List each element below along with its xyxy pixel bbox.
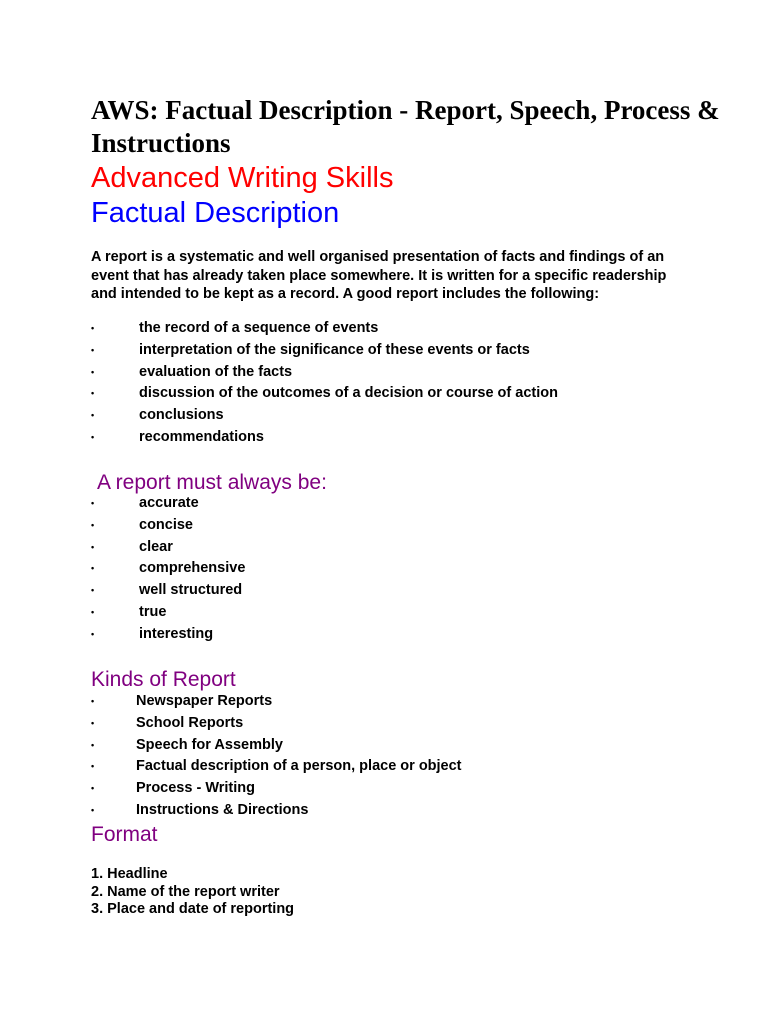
list-item-text: recommendations [139,428,264,445]
list-item-text: Instructions & Directions [136,801,309,818]
list-item-text: discussion of the outcomes of a decision or course of action [139,385,558,402]
bullet-icon: • [91,717,95,728]
list-item-text: true [139,603,167,620]
bullet-icon: • [91,366,95,377]
heading-kinds-of-report: Kinds of Report [91,668,236,691]
document-title: AWS: Factual Description - Report, Speech, Process & Instructions [91,95,720,158]
bullet-icon: • [91,563,95,574]
bullet-icon: • [91,519,95,530]
bullet-icon: • [91,344,95,355]
heading-format: Format [91,823,158,846]
list-item: 2. Name of the report writer [91,883,280,900]
bullet-icon: • [91,696,95,706]
list-item: 1. Headline [91,866,168,882]
bullet-icon: • [91,804,95,815]
list-item-text: Speech for Assembly [136,736,283,753]
subtitle-advanced-writing-skills: Advanced Writing Skills [91,162,394,194]
bullet-icon: • [91,323,95,333]
intro-paragraph: A report is a systematic and well organised presentation of facts and findings of an event that has already taken place somewhere. It is written for a specific readership and intended to be kept as a record. A good report includes the following: [91,249,667,302]
list-item-text: comprehensive [139,560,246,577]
list-item-text: evaluation of the facts [139,363,293,380]
format-list [91,866,294,919]
list-item-text: clear [139,538,173,555]
list-item-text: interesting [139,625,214,642]
bullet-icon: • [91,739,95,750]
list-item-text: Newspaper Reports [136,693,273,709]
list-item-text: School Reports [136,714,244,731]
bullet-icon: • [91,606,95,617]
heading-must-be: A report must always be: [97,471,327,494]
bullet-icon: • [91,541,95,552]
list-item-text: accurate [139,495,199,511]
list-item: 3. Place and date of reporting [91,901,295,917]
list-item-text: well structured [139,582,243,599]
bullet-icon: • [91,410,95,421]
bullet-icon: • [91,585,95,596]
list-item-text: the record of a sequence of events [139,320,379,336]
list-item-text: interpretation of the significance of these events or facts [139,341,530,358]
bullet-icon: • [91,628,95,639]
bullet-icon: • [91,431,95,442]
bullet-icon: • [91,761,95,772]
list-item-text: Factual description of a person, place or object [136,758,462,775]
bullet-icon: • [91,498,95,508]
bullet-icon: • [91,783,95,794]
list-item-text: Process - Writing [136,780,255,797]
list-item-text: concise [139,516,193,533]
subtitle-factual-description: Factual Description [91,197,340,229]
list-item-text: conclusions [139,407,224,424]
bullet-icon: • [91,388,95,399]
